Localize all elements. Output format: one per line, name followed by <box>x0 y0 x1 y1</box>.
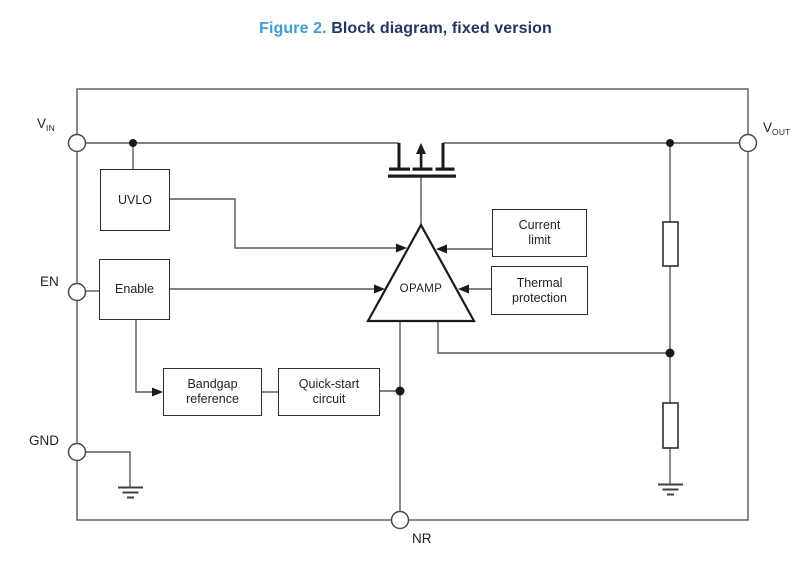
block-label: Current <box>518 218 561 232</box>
block-bandgap-reference <box>163 368 262 416</box>
block-label: UVLO <box>117 192 153 207</box>
pin-label-main: V <box>37 116 47 131</box>
block-label: protection <box>512 290 567 305</box>
resistor-top-icon <box>663 222 678 266</box>
junction-nr <box>396 387 405 396</box>
wire-feedback <box>438 321 670 353</box>
junction-vout <box>666 139 674 147</box>
pin-terminals <box>69 135 757 529</box>
transistor-drain-bar <box>436 168 455 171</box>
arrow-bandgap-icon <box>152 388 163 397</box>
block-label: Bandgap <box>187 377 238 391</box>
block-uvlo <box>100 169 170 231</box>
opamp-triangle <box>368 225 474 321</box>
pin-label-sub: IN <box>46 123 55 133</box>
transistor-body-bar <box>413 168 433 171</box>
transistor-source-lead <box>398 143 401 168</box>
pin-en-label: EN <box>40 274 59 289</box>
block-label: Thermal <box>516 275 563 290</box>
arrow-currentlimit-icon <box>436 245 447 254</box>
ground-left-icon <box>118 488 143 498</box>
block-thermal-protection <box>491 266 588 315</box>
pin-nr-terminal <box>392 512 409 529</box>
junction-vin <box>129 139 137 147</box>
wire-gnd-stub <box>85 452 130 487</box>
transistor-drain-lead <box>442 143 445 168</box>
pin-gnd-label: GND <box>29 433 59 448</box>
junction-feedback <box>666 349 675 358</box>
pass-transistor-icon <box>388 143 456 178</box>
pin-en-terminal <box>69 284 86 301</box>
pin-label-main: V <box>763 120 773 135</box>
wires <box>77 143 748 520</box>
transistor-gate-bar <box>388 175 456 178</box>
pin-vin-label <box>37 116 55 133</box>
transistor-source-bar <box>389 168 410 171</box>
wire-enable-to-bandgap <box>136 320 155 392</box>
block-label: Quick-start <box>298 377 360 391</box>
pin-vout-label <box>763 120 791 137</box>
ground-right-icon <box>658 485 683 495</box>
pin-vin-terminal <box>69 135 86 152</box>
block-enable <box>99 259 170 320</box>
pin-label-sub: OUT <box>772 127 791 137</box>
arrow-thermal-icon <box>458 285 469 294</box>
opamp-label: OPAMP <box>399 283 443 295</box>
pin-vout-terminal <box>740 135 757 152</box>
transistor-body-arrow-shaft <box>420 152 423 169</box>
block-label: limit <box>528 233 551 247</box>
figure-caption: Block diagram, fixed version <box>326 20 552 37</box>
block-current-limit <box>492 209 587 257</box>
block-label: reference <box>186 392 239 406</box>
figure-number: Figure 2. <box>259 20 327 37</box>
block-label: Enable <box>115 282 154 296</box>
block-quickstart-circuit <box>278 368 380 416</box>
pin-nr-label: NR <box>412 531 432 546</box>
pin-gnd-terminal <box>69 444 86 461</box>
wire-uvlo-to-opamp <box>170 199 398 248</box>
block-label: circuit <box>312 392 346 406</box>
resistor-bottom-icon <box>663 403 678 448</box>
transistor-body-arrow-head <box>416 143 426 154</box>
